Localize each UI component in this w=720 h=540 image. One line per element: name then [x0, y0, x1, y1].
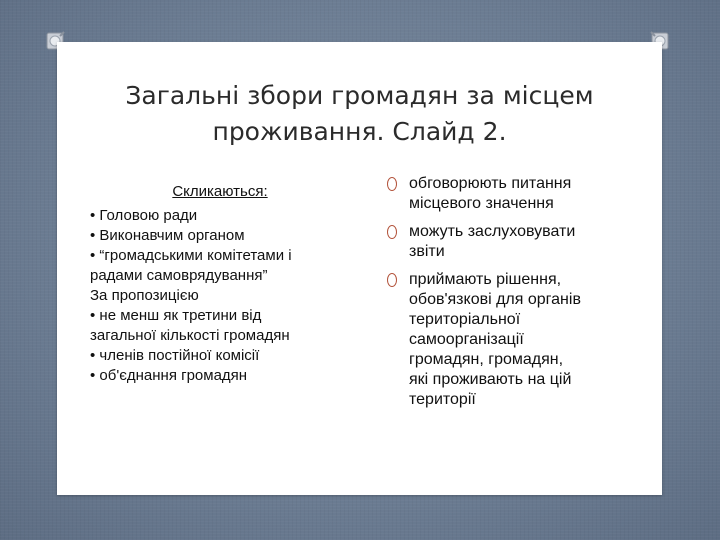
- list-item-line: самоорганізації: [409, 331, 524, 348]
- list-item: За пропозицією: [90, 287, 199, 304]
- list-item-line: території: [409, 391, 476, 408]
- list-item: [387, 222, 637, 262]
- list-item: • об'єднання громадян: [90, 367, 248, 384]
- circle-bullet-icon: [387, 273, 397, 287]
- convened-heading: Скликаються:: [172, 183, 268, 200]
- list-item: • членів постійної комісії: [90, 347, 260, 364]
- list-item: • не менш як третини від: [90, 307, 262, 324]
- list-item-line: можуть заслуховувати: [409, 223, 576, 240]
- list-item: • Виконавчим органом: [90, 227, 245, 244]
- slide-title-line: Загальні збори громадян за місцем: [125, 81, 594, 110]
- list-item: • Головою ради: [90, 207, 198, 224]
- list-item: • “громадськими комітетами і: [90, 247, 292, 264]
- list-item: радами самоврядування”: [90, 267, 268, 284]
- list-item-line: обговорюють питання: [409, 175, 572, 192]
- list-item-line: територіальної: [409, 311, 521, 328]
- circle-bullet-icon: [387, 225, 397, 239]
- list-item-line: обов'язкові для органів: [409, 291, 581, 308]
- list-item-line: приймають рішення,: [409, 271, 562, 288]
- list-item-line: які проживають на цій: [409, 371, 572, 388]
- list-item-line: місцевого значення: [409, 195, 554, 212]
- list-item: загальної кількості громадян: [90, 327, 290, 344]
- list-item-line: громадян, громадян,: [409, 351, 564, 368]
- slide-card: [57, 42, 662, 495]
- list-item: [387, 174, 637, 214]
- slide-title: [57, 78, 662, 150]
- circle-bullet-icon: [387, 177, 397, 191]
- list-item: [387, 270, 637, 410]
- slide-title-line: проживання. Слайд 2.: [212, 117, 507, 146]
- convened-by-list: [90, 182, 350, 386]
- list-item-line: звіти: [409, 243, 445, 260]
- powers-list: [387, 174, 637, 418]
